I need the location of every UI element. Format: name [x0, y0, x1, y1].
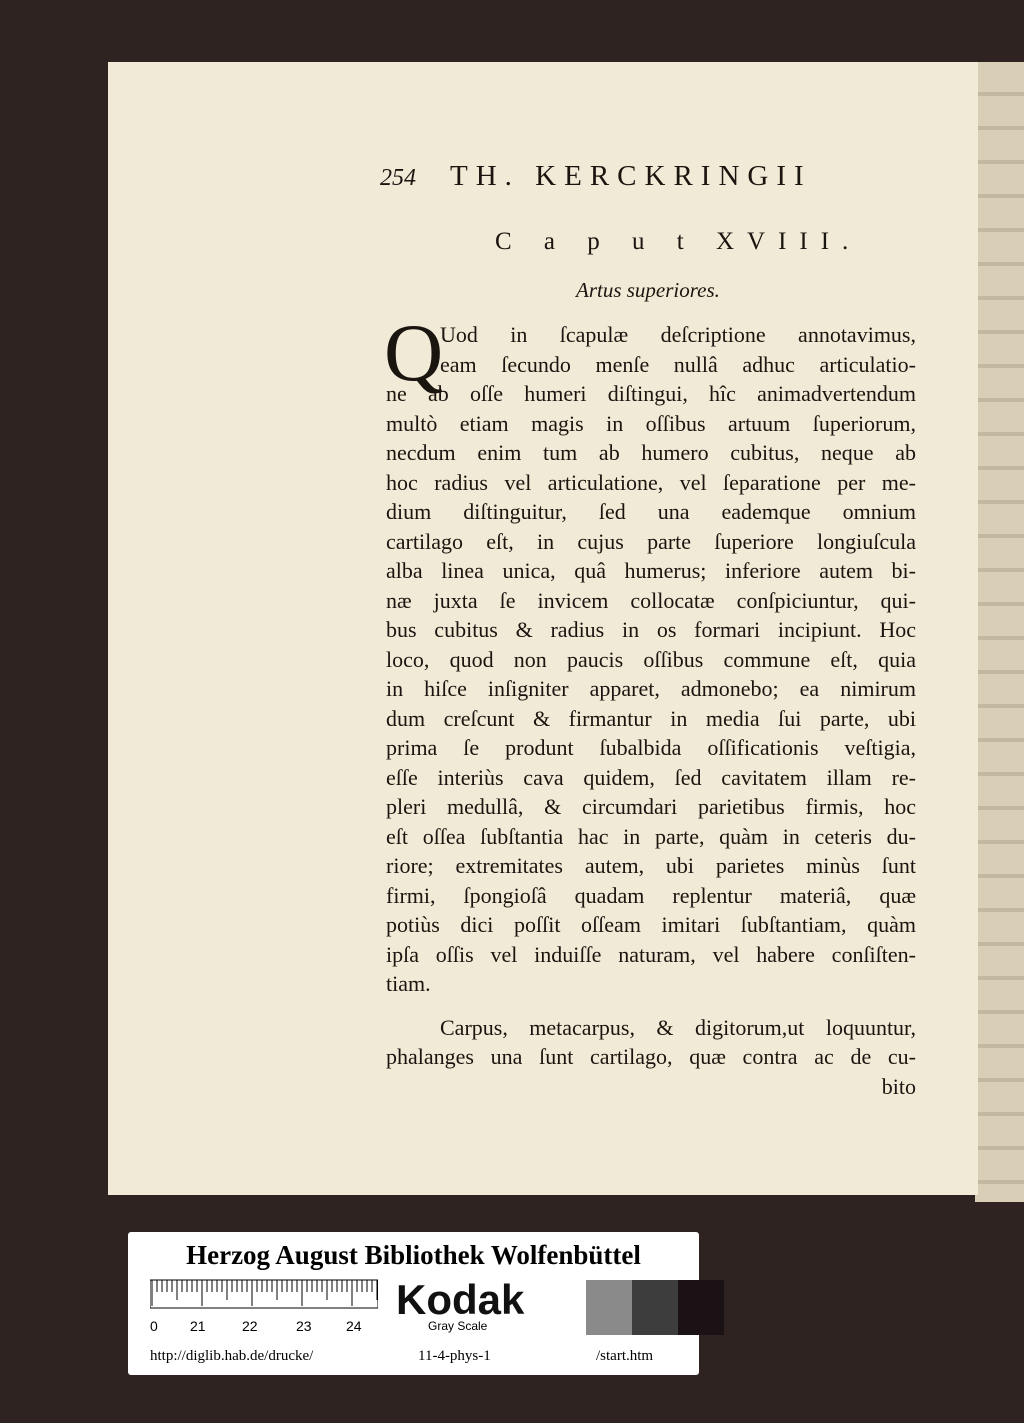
text-line: prima ſe produnt ſubalbida oſſificationis veſtigia, [386, 735, 916, 760]
text-line: næ juxta ſe invicem collocatæ conſpiciuntur, qui- [386, 587, 916, 613]
ruler-number: 22 [242, 1318, 258, 1334]
chapter-heading: C a p u t XVIII. [495, 228, 862, 255]
text-line: pleri medullâ, & circumdari parietibus firmis, hoc [386, 794, 916, 819]
url-right: /start.htm [596, 1348, 654, 1364]
text-line: tiam. [386, 971, 431, 996]
ruler-numbers [150, 1318, 390, 1336]
text-line: eam ſecundo menſe nullâ adhuc articulatio- [440, 351, 916, 377]
swatch-dark [678, 1280, 724, 1335]
text-line: ipſa oſſis vel induiſſe naturam, vel habere conſiſten- [386, 941, 916, 967]
page-number: 254 [380, 165, 416, 191]
running-head [380, 160, 860, 193]
chapter-subtitle: Artus superiores. [576, 278, 720, 302]
text-line: ne ab oſſe humeri diſtingui, hîc animadvertendum [386, 381, 916, 406]
text-line: Uod in ſcapulæ deſcriptione annotavimus, [440, 322, 916, 347]
text-line: phalanges una ſunt cartilago, quæ contra ac de cu- [386, 1044, 916, 1069]
text-line: multò etiam magis in oſſibus artuum ſuperiorum, [386, 410, 916, 436]
body-text [386, 320, 916, 1101]
library-name: Herzog August Bibliothek Wolfenbüttel [186, 1240, 641, 1270]
text-line: dum creſcunt & firmantur in media ſui parte, ubi [386, 705, 916, 731]
show-through-text [975, 62, 1024, 1202]
text-line: cartilago eſt, in cujus parte ſuperiore longiuſcula [386, 528, 916, 554]
ruler-scale [150, 1278, 378, 1318]
ruler-number: 21 [190, 1318, 206, 1334]
text-line: firmi, ſpongioſâ quadam replentur materiâ, quæ [386, 882, 916, 908]
library-color-card [128, 1232, 699, 1375]
swatch-light [586, 1280, 632, 1335]
url-mid: 11-4-phys-1 [418, 1348, 491, 1364]
ruler-number: 23 [296, 1318, 312, 1334]
text-line: bus cubitus & radius in os formari incipiunt. Hoc [386, 617, 916, 642]
catchword: bito [881, 1073, 916, 1099]
text-line: hoc radius vel articulatione, vel ſeparatione per me- [386, 469, 916, 495]
swatch-mid [632, 1280, 678, 1335]
running-title: TH. KERCKRINGII [450, 160, 812, 192]
text-line: eſſe interiùs cava quidem, ſed cavitatem illam re- [386, 764, 916, 790]
drop-cap: Q [384, 307, 444, 398]
url-left: http://diglib.hab.de/drucke/ [150, 1348, 314, 1364]
facing-page-edge [975, 62, 1024, 1202]
text-line: riore; extremitates autem, ubi parietes minùs ſunt [386, 853, 916, 878]
ruler-number: 0 [150, 1318, 158, 1334]
kodak-logo: Kodak [396, 1276, 525, 1323]
ruler-number: 24 [346, 1318, 362, 1334]
gray-scale-label: Gray Scale [428, 1319, 488, 1333]
text-line: dium diſtinguitur, ſed una eademque omnium [386, 499, 916, 524]
text-line: Carpus, metacarpus, & digitorum,ut loquuntur, [440, 1014, 916, 1040]
text-line: necdum enim tum ab humero cubitus, neque ab [386, 440, 916, 465]
text-line: in hiſce inſigniter apparet, admonebo; ea nimirum [386, 676, 916, 701]
text-line: alba linea unica, quâ humerus; inferiore autem bi- [386, 558, 916, 583]
text-line: eſt oſſea ſubſtantia hac in parte, quàm in ceteris du- [386, 823, 916, 849]
text-line: loco, quod non paucis oſſibus commune eſt, quia [386, 646, 916, 672]
text-line: potiùs dici poſſit oſſeam imitari ſubſtantiam, quàm [386, 912, 916, 937]
